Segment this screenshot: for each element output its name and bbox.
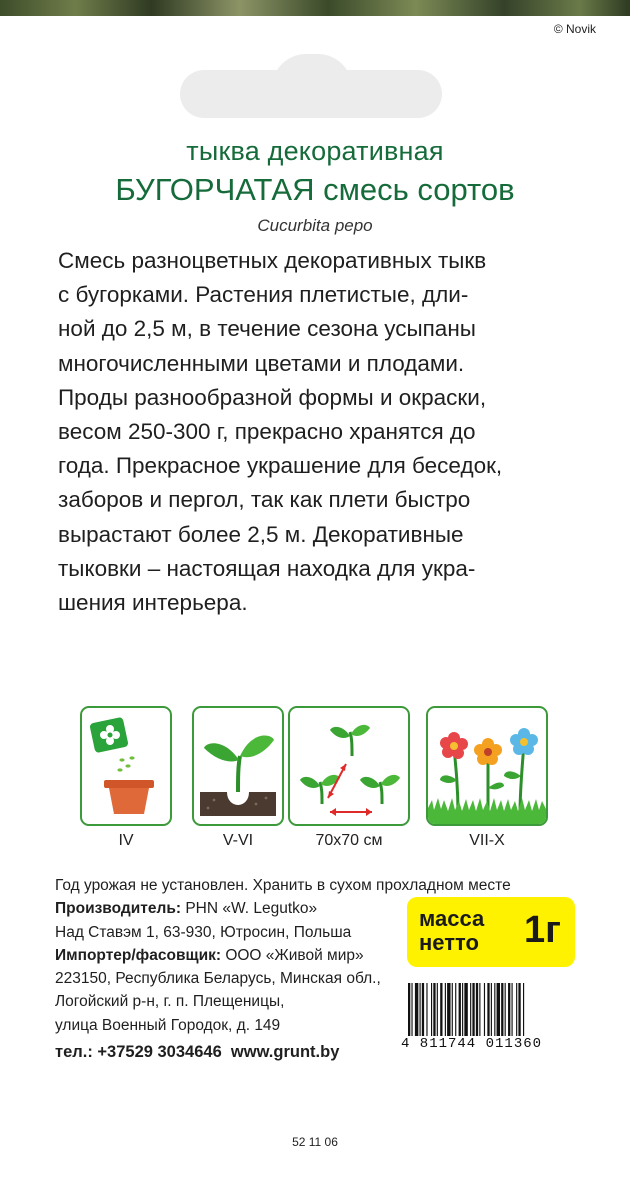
- icon-label: VII-X: [469, 832, 505, 849]
- description-line: многочисленными цветами и плодами.: [58, 350, 465, 376]
- barcode-bar: [447, 983, 450, 1037]
- net-weight-badge: [407, 897, 575, 967]
- description-line: года. Прекрасное украшение для беседок,: [58, 453, 503, 479]
- importer-address: Логойский р-н, г. п. Плещеницы,: [55, 993, 285, 1011]
- barcode-number: 4 811744 011360: [401, 1036, 579, 1052]
- barcode-bar: [512, 983, 513, 1037]
- latin-name: Cucurbita pepo: [257, 216, 373, 235]
- barcode-bar: [494, 983, 495, 1037]
- icon-label: IV: [118, 832, 134, 849]
- contacts: тел.: +37529 3034646 www.grunt.by: [55, 1043, 340, 1062]
- barcode-bar: [431, 983, 432, 1037]
- barcode-bar: [426, 983, 427, 1037]
- barcode-bar: [497, 983, 500, 1037]
- cultivation-icons: [80, 706, 550, 856]
- barcode-bar: [462, 983, 463, 1037]
- description: [58, 244, 578, 620]
- barcode-bar: [508, 983, 510, 1037]
- sowing-pot-icon: [80, 706, 172, 826]
- producer-address: Над Ставэм 1, 63-930, Ютросин, Польша: [55, 923, 352, 941]
- hanger-hole: [180, 70, 442, 118]
- batch-number: 52 11 06: [292, 1135, 338, 1149]
- seedling-transplant-icon: [192, 706, 284, 826]
- description-line: ной до 2,5 м, в течение сезона усыпаны: [58, 316, 476, 342]
- barcode-bar: [452, 983, 453, 1037]
- producer-value: PHN «W. Legutko»: [181, 900, 318, 918]
- description-line: заборов и пергол, так как плети быстро: [58, 487, 471, 513]
- importer-value: ООО «Живой мир»: [221, 946, 364, 964]
- barcode-bar: [437, 983, 438, 1037]
- net-weight-label-line: масса: [419, 906, 485, 931]
- producer-label: Производитель:: [55, 900, 182, 918]
- barcode-bar: [487, 983, 489, 1037]
- barcode-bar: [476, 983, 478, 1037]
- top-photo-strip: [0, 0, 630, 16]
- product-subtitle: тыква декоративная: [186, 136, 444, 166]
- planting-scheme-icon: [288, 706, 410, 826]
- barcode-bar: [518, 983, 520, 1037]
- harvest-note: Год урожая не установлен. Хранить в сухом прохладном месте: [55, 877, 511, 894]
- importer-label: Импортер/фасовщик:: [55, 946, 222, 964]
- description-line: Смесь разноцветных декоративных тыкв: [58, 248, 487, 273]
- barcode-bar: [501, 983, 503, 1037]
- barcode-bar: [484, 983, 485, 1037]
- description-line: весом 250-300 г, прекрасно хранятся до: [58, 419, 476, 445]
- product-title: БУГОРЧАТАЯ смесь сортов: [115, 172, 515, 207]
- icon-label: 70x70 см: [315, 832, 383, 849]
- barcode-bar: [422, 983, 424, 1037]
- barcode-bar: [420, 983, 421, 1037]
- description-line: с бугорками. Растения плетистые, дли-: [58, 282, 469, 308]
- importer-address: 223150, Республика Беларусь, Минская обл.,: [55, 970, 381, 988]
- barcode-bar: [491, 983, 492, 1037]
- barcode-bar: [440, 983, 442, 1037]
- net-weight-value: 1г: [524, 909, 561, 951]
- description-line: Проды разнообразной формы и окраски,: [58, 384, 487, 410]
- description-line: тыковки – настоящая находка для укра-: [58, 555, 476, 581]
- barcode-bar: [505, 983, 506, 1037]
- description-line: шения интерьера.: [58, 590, 248, 616]
- barcode-bar: [433, 983, 435, 1037]
- barcode-bar: [455, 983, 456, 1037]
- icon-label: V-VI: [222, 832, 254, 849]
- barcode-bar: [445, 983, 446, 1037]
- copyright-text: © Novik: [553, 22, 596, 36]
- description-line: вырастают более 2,5 м. Декоративные: [58, 521, 464, 547]
- net-weight-label: [419, 907, 484, 955]
- barcode-bar: [472, 983, 474, 1037]
- flowering-icon: [426, 706, 548, 826]
- barcode-bar: [479, 983, 480, 1037]
- barcode-bar: [415, 983, 418, 1037]
- barcode-bar: [459, 983, 461, 1037]
- net-weight-label-line: нетто: [419, 930, 479, 955]
- barcode-bar: [516, 983, 517, 1037]
- importer-address: улица Военный Городок, д. 149: [55, 1016, 281, 1034]
